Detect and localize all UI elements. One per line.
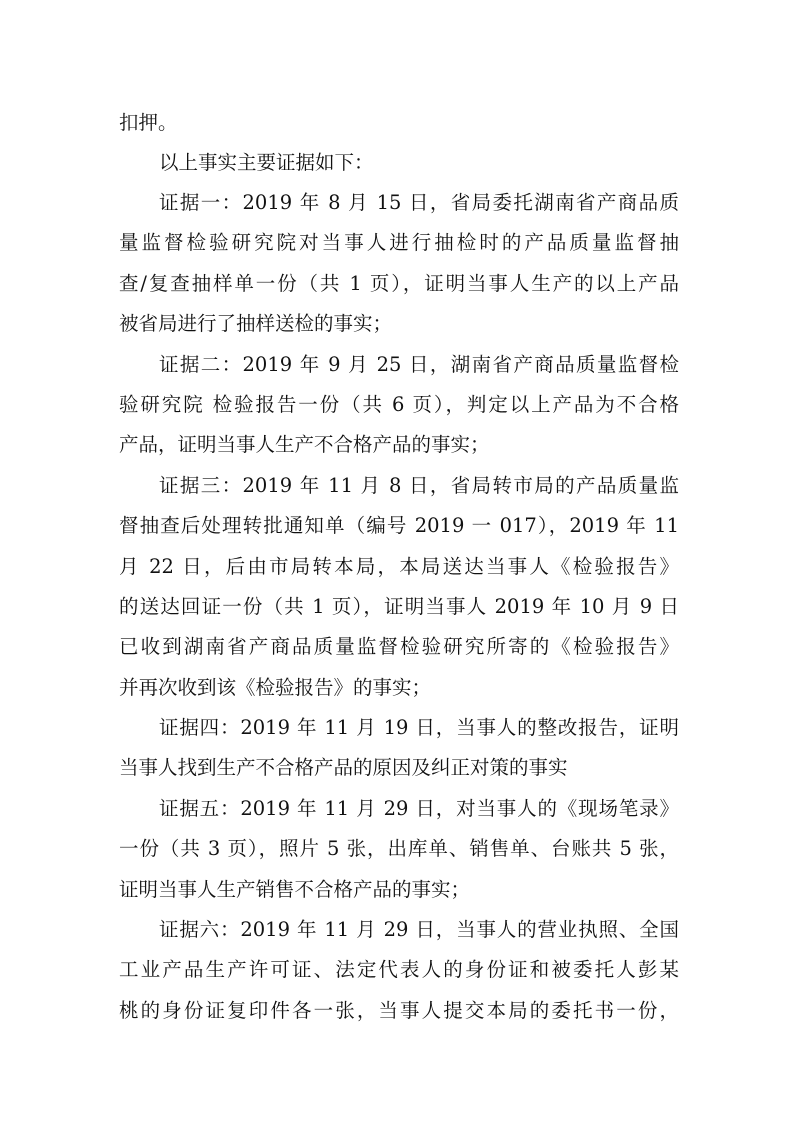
text-line: 产品，证明当事人生产不合格产品的事实； — [119, 433, 490, 456]
text-line: 证明当事人生产销售不合格产品的事实； — [119, 878, 471, 901]
evidence-2-line: 证据二：2019 年 9 月 25 日，湖南省产商品质量监督检 — [159, 353, 679, 376]
evidence-5-line: 证据五：2019 年 11 月 29 日，对当事人的《现场笔录》 — [159, 797, 679, 820]
evidence-1-line: 证据一：2019 年 8 月 15 日，省局委托湖南省产商品质 — [159, 191, 679, 214]
text-line: 量监督检验研究院对当事人进行抽检时的产品质量监督抽 — [119, 231, 679, 254]
text-line: 已收到湖南省产商品质量监督检验研究所寄的《检验报告》 — [119, 635, 679, 658]
text-line: 被省局进行了抽样送检的事实； — [119, 312, 393, 335]
text-line: 以上事实主要证据如下： — [159, 151, 374, 174]
text-line: 验研究院 检验报告一份（共 6 页），判定以上产品为不合格 — [119, 393, 679, 416]
text-line: 月 22 日，后由市局转本局，本局送达当事人《检验报告》 — [119, 555, 679, 578]
evidence-3-line: 证据三：2019 年 11 月 8 日，省局转市局的产品质量监 — [159, 474, 679, 497]
text-line: 扣押。 — [119, 111, 178, 134]
evidence-4-line: 证据四：2019 年 11 月 19 日，当事人的整改报告，证明 — [159, 716, 679, 739]
text-line: 的送达回证一份（共 1 页），证明当事人 2019 年 10 月 9 日 — [119, 595, 679, 618]
text-line: 当事人找到生产不合格产品的原因及纠正对策的事实 — [119, 756, 568, 779]
text-line: 桃的身份证复印件各一张，当事人提交本局的委托书一份， — [119, 999, 679, 1022]
text-line: 查/复查抽样单一份（共 1 页），证明当事人生产的以上产品 — [119, 272, 679, 295]
text-line: 督抽查后处理转批通知单（编号 2019 一 017），2019 年 11 — [119, 514, 679, 537]
text-line: 一份（共 3 页），照片 5 张，出库单、销售单、台账共 5 张， — [119, 837, 679, 860]
text-line: 工业产品生产许可证、法定代表人的身份证和被委托人彭某 — [119, 958, 679, 981]
evidence-6-line: 证据六：2019 年 11 月 29 日，当事人的营业执照、全国 — [159, 918, 679, 941]
text-line: 并再次收到该《检验报告》的事实； — [119, 676, 432, 699]
